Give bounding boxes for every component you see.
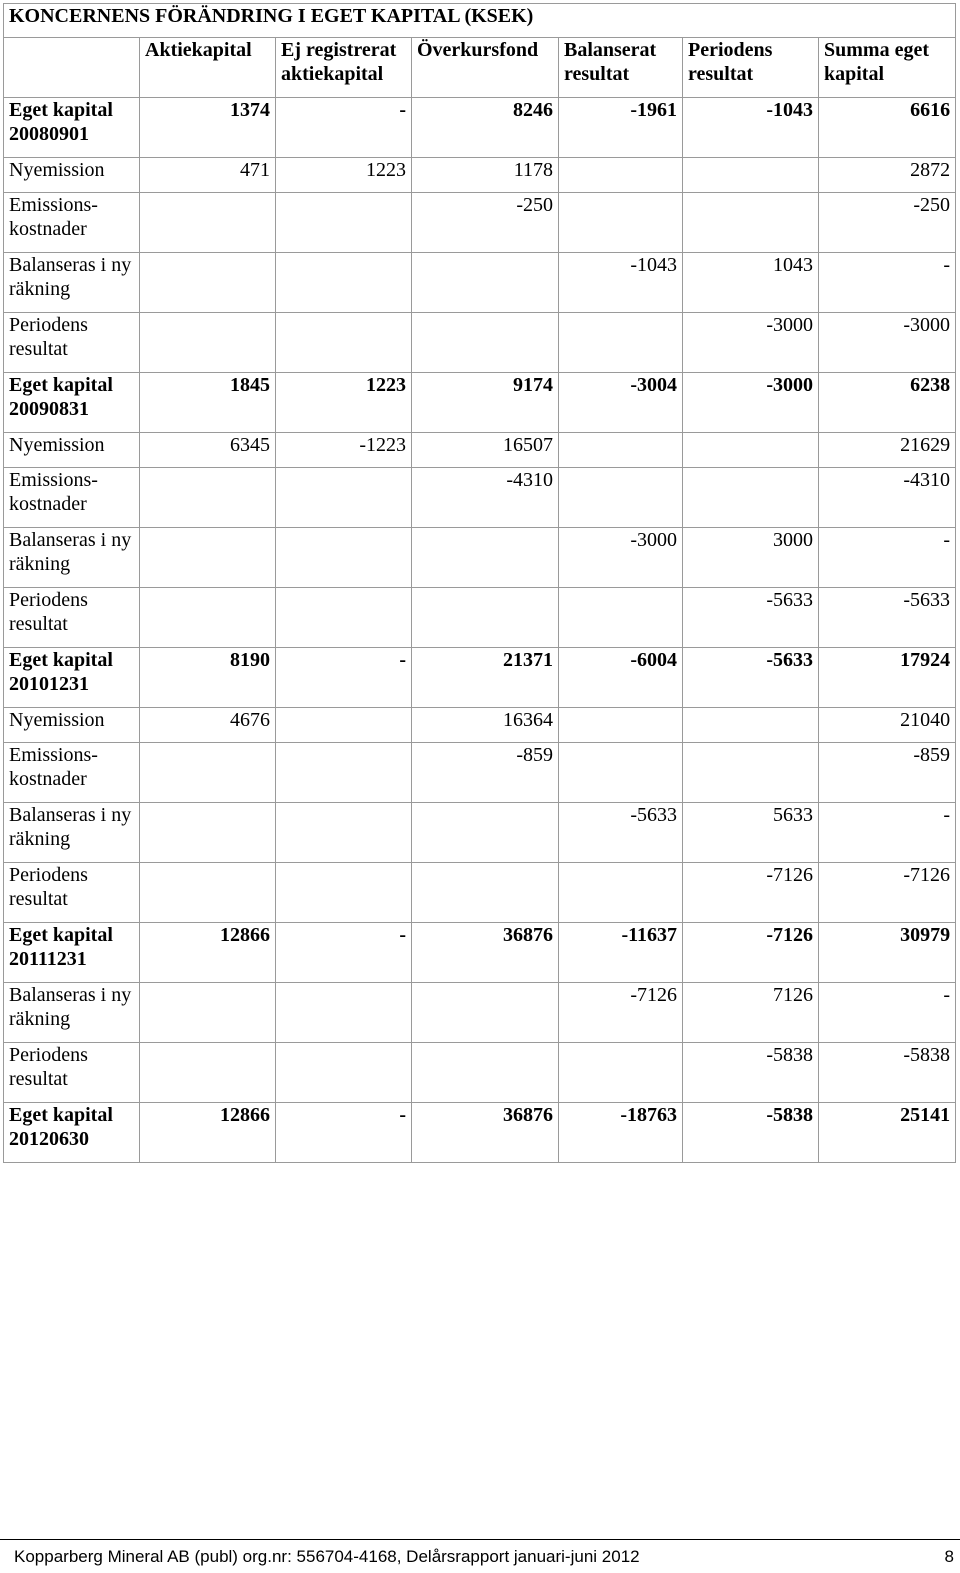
table-cell [412, 253, 559, 313]
table-cell [276, 743, 412, 803]
table-cell: 36876 [412, 923, 559, 983]
table-cell: -859 [819, 743, 956, 803]
table-row [4, 708, 956, 743]
table-cell: -3000 [559, 528, 683, 588]
table-cell [683, 468, 819, 528]
row-label: Nyemission [4, 158, 140, 193]
table-cell [276, 468, 412, 528]
table-cell: -18763 [559, 1103, 683, 1163]
table-row [4, 1103, 956, 1163]
table-cell: 12866 [140, 923, 276, 983]
row-label: Nyemission [4, 433, 140, 468]
table-cell: -1961 [559, 98, 683, 158]
table-cell [683, 743, 819, 803]
table-cell: 16507 [412, 433, 559, 468]
table-cell [276, 803, 412, 863]
table-cell: -6004 [559, 648, 683, 708]
table-cell: 6345 [140, 433, 276, 468]
table-cell: 8246 [412, 98, 559, 158]
table-cell: 25141 [819, 1103, 956, 1163]
table-cell: -11637 [559, 923, 683, 983]
table-cell [412, 528, 559, 588]
table-cell: 1178 [412, 158, 559, 193]
table-cell: 6238 [819, 373, 956, 433]
table-cell [140, 588, 276, 648]
table-cell [559, 468, 683, 528]
row-label: Periodens resultat [4, 863, 140, 923]
table-cell [276, 313, 412, 373]
table-cell: -4310 [412, 468, 559, 528]
table-cell: 21040 [819, 708, 956, 743]
table-cell [559, 313, 683, 373]
row-label: Eget kapital 20120630 [4, 1103, 140, 1163]
row-label: Eget kapital 20080901 [4, 98, 140, 158]
table-cell [412, 313, 559, 373]
table-cell: -5633 [819, 588, 956, 648]
table-cell: -5838 [683, 1103, 819, 1163]
row-label: Periodens resultat [4, 588, 140, 648]
table-row [4, 373, 956, 433]
table-cell [276, 588, 412, 648]
table-row [4, 313, 956, 373]
table-row [4, 588, 956, 648]
table-cell: - [819, 528, 956, 588]
table-cell [140, 1043, 276, 1103]
table-row [4, 433, 956, 468]
table-cell [559, 708, 683, 743]
row-label: Eget kapital 20090831 [4, 373, 140, 433]
table-row [4, 193, 956, 253]
table-cell [140, 313, 276, 373]
column-header: Balanserat resultat [559, 38, 683, 98]
table-cell [276, 253, 412, 313]
table-cell [683, 158, 819, 193]
table-cell [559, 158, 683, 193]
table-row [4, 803, 956, 863]
page-number: 8 [944, 1547, 954, 1566]
table-row [4, 863, 956, 923]
row-label: Balanseras i ny räkning [4, 253, 140, 313]
row-label: Balanseras i ny räkning [4, 803, 140, 863]
table-cell: 21629 [819, 433, 956, 468]
table-cell [412, 803, 559, 863]
table-row [4, 158, 956, 193]
table-cell [276, 1043, 412, 1103]
table-cell: 2872 [819, 158, 956, 193]
table-cell: 1223 [276, 373, 412, 433]
table-cell [559, 193, 683, 253]
column-header-row [4, 38, 956, 98]
row-label: Emissions-kostnader [4, 468, 140, 528]
table-cell [140, 803, 276, 863]
table-cell: -1043 [559, 253, 683, 313]
table-cell: -4310 [819, 468, 956, 528]
table-cell [683, 193, 819, 253]
table-cell [412, 588, 559, 648]
table-title: KONCERNENS FÖRÄNDRING I EGET KAPITAL (KSEK) [4, 4, 956, 38]
table-cell [683, 433, 819, 468]
table-cell: -3000 [683, 313, 819, 373]
table-cell: -1223 [276, 433, 412, 468]
column-header: Periodens resultat [683, 38, 819, 98]
column-header-empty [4, 38, 140, 98]
row-label: Balanseras i ny räkning [4, 983, 140, 1043]
table-cell: -3000 [683, 373, 819, 433]
table-cell: -7126 [819, 863, 956, 923]
table-cell: 5633 [683, 803, 819, 863]
table-body [4, 98, 956, 1163]
table-cell: - [276, 98, 412, 158]
row-label: Eget kapital 20111231 [4, 923, 140, 983]
table-cell [140, 983, 276, 1043]
table-cell: 8190 [140, 648, 276, 708]
table-cell [559, 433, 683, 468]
table-cell [140, 253, 276, 313]
table-cell: -5633 [683, 588, 819, 648]
row-label: Balanseras i ny räkning [4, 528, 140, 588]
table-cell: 21371 [412, 648, 559, 708]
table-cell: -1043 [683, 98, 819, 158]
table-row [4, 528, 956, 588]
row-label: Eget kapital 20101231 [4, 648, 140, 708]
table-cell: - [819, 983, 956, 1043]
table-cell [559, 588, 683, 648]
table-row [4, 1043, 956, 1103]
table-cell: 12866 [140, 1103, 276, 1163]
table-cell [140, 193, 276, 253]
table-cell: 471 [140, 158, 276, 193]
table-cell: 16364 [412, 708, 559, 743]
table-row [4, 253, 956, 313]
table-cell [276, 983, 412, 1043]
table-cell [412, 863, 559, 923]
table-cell [559, 743, 683, 803]
table-cell: 1223 [276, 158, 412, 193]
table-cell [276, 528, 412, 588]
table-cell [559, 863, 683, 923]
table-cell: 36876 [412, 1103, 559, 1163]
table-cell [412, 983, 559, 1043]
table-cell: 3000 [683, 528, 819, 588]
row-label: Nyemission [4, 708, 140, 743]
table-cell: -7126 [559, 983, 683, 1043]
table-cell: 9174 [412, 373, 559, 433]
table-cell: - [819, 253, 956, 313]
table-cell: 6616 [819, 98, 956, 158]
table-row [4, 743, 956, 803]
table-row [4, 648, 956, 708]
table-cell: 17924 [819, 648, 956, 708]
table-cell [140, 528, 276, 588]
table-cell: -250 [819, 193, 956, 253]
table-cell: -3000 [819, 313, 956, 373]
table-cell [559, 1043, 683, 1103]
table-cell: 30979 [819, 923, 956, 983]
table-cell: 1845 [140, 373, 276, 433]
table-cell: -5838 [819, 1043, 956, 1103]
equity-change-table [3, 3, 956, 1163]
table-cell: -859 [412, 743, 559, 803]
table-cell [276, 863, 412, 923]
table-cell: - [276, 1103, 412, 1163]
column-header: Summa eget kapital [819, 38, 956, 98]
table-row [4, 983, 956, 1043]
table-cell: 1374 [140, 98, 276, 158]
row-label: Periodens resultat [4, 1043, 140, 1103]
table-cell: - [276, 923, 412, 983]
table-cell: -7126 [683, 923, 819, 983]
table-cell: 4676 [140, 708, 276, 743]
table-cell [140, 468, 276, 528]
table-cell: -5633 [559, 803, 683, 863]
table-cell: 7126 [683, 983, 819, 1043]
column-header: Ej registrerat aktiekapital [276, 38, 412, 98]
table-cell [276, 193, 412, 253]
table-cell: -7126 [683, 863, 819, 923]
table-row [4, 98, 956, 158]
table-cell: -250 [412, 193, 559, 253]
table-cell: - [819, 803, 956, 863]
column-header: Aktiekapital [140, 38, 276, 98]
table-row [4, 923, 956, 983]
table-cell [276, 708, 412, 743]
row-label: Emissions-kostnader [4, 193, 140, 253]
table-cell [412, 1043, 559, 1103]
row-label: Periodens resultat [4, 313, 140, 373]
column-header: Överkursfond [412, 38, 559, 98]
table-row [4, 468, 956, 528]
footer-text: Kopparberg Mineral AB (publ) org.nr: 556704-4168, Delårsrapport januari-juni 2012 [14, 1547, 640, 1566]
table-cell [683, 708, 819, 743]
table-cell: -3004 [559, 373, 683, 433]
table-cell: 1043 [683, 253, 819, 313]
table-cell: - [276, 648, 412, 708]
page-footer [0, 1539, 960, 1573]
row-label: Emissions-kostnader [4, 743, 140, 803]
table-cell [140, 863, 276, 923]
table-cell: -5838 [683, 1043, 819, 1103]
table-cell [140, 743, 276, 803]
table-cell: -5633 [683, 648, 819, 708]
